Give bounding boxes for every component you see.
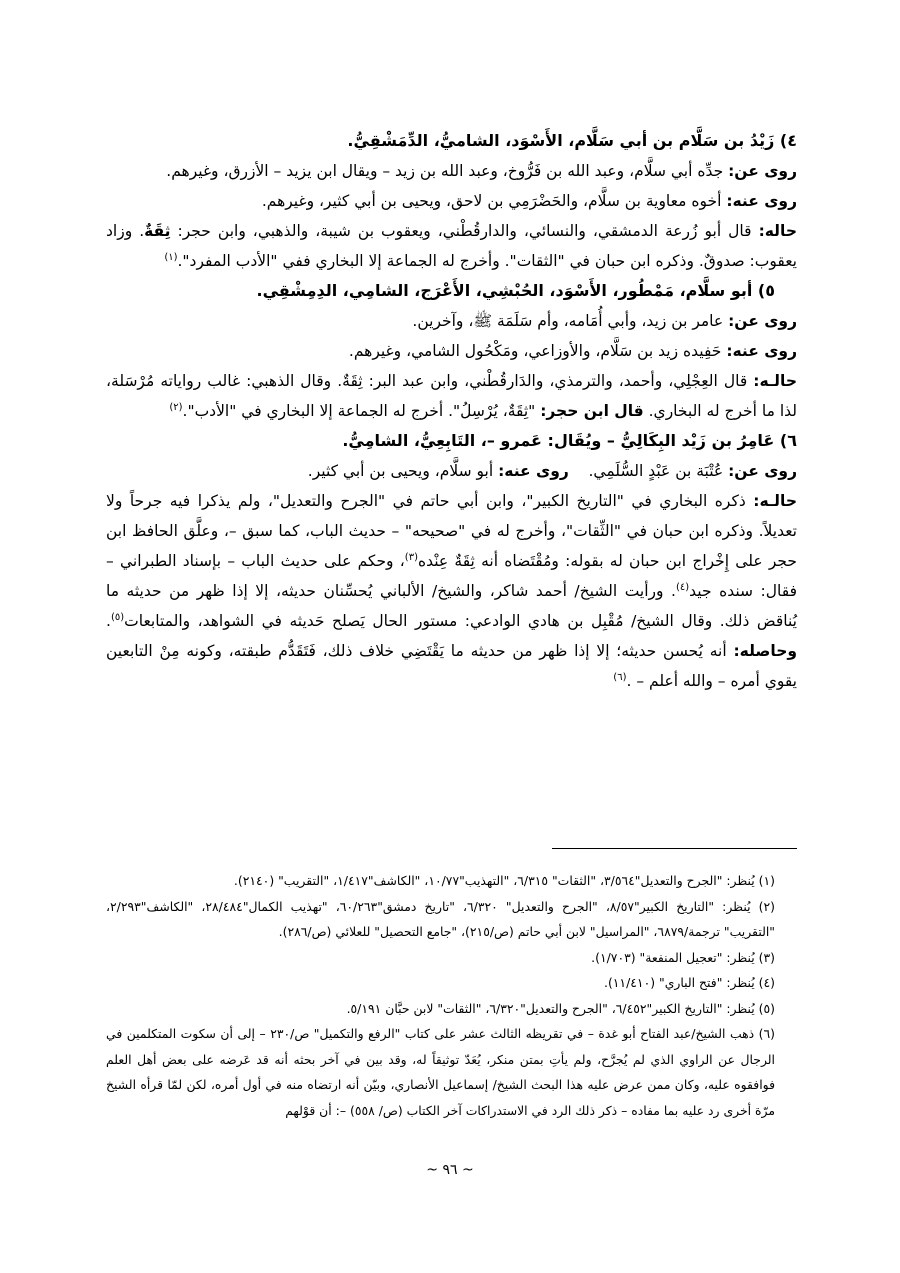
page-number: ~ ٩٦ ~ <box>426 1162 474 1178</box>
entry-heading: ٥) أبو سلَّام، مَمْطُور، الأَسْوَد، الحُبْشِي، الأَعْرَج، الشامِي، الدِمِشْقِي. <box>256 281 775 300</box>
haluhu: حالـه: ذكره البخاري في "التاريخ الكبير"، وابن أبي حاتم في "الجرح والتعديل"، ولم يذكرا فيه جرحاً ولا تعديلاً. وذكره ابن حبان في "الثِّقات"، وأخرج له في "صحيحه" – حديث الباب، كما سبق –، وعلَّق الحافظ ابن حجر على إِخْراج ابن حبان له بقوله: ومُقْتَضاه أنه ثِقَةٌ عِنْده$^{(٣)}$، وحكم على حديث الباب – بإسناد الطبراني – فقال: سنده جيد$^{(٤)}$. ورأيت الشيخ/ أحمد شاكر، والشيخ/ الألباني يُحسِّنان حديثه، إلا إذا ظهر من حديثه ما يُناقض ذلك. وقال الشيخ/ مُقْبِل بن هادي الوادعي: مستور الحال يَصلح حَديثه في الشواهد، والمتابعات$^{(٥)}$. وحاصله: أنه يُحسن حديثه؛ إلا إذا ظهر من حديثه ما يَقْتَضِي خلاف ذلك، فَتَقَدُّم طبقته، وكونه مِنْ التابعين يقوي أمره – والله أعلم – .$^{(٦)}$ <box>106 492 797 690</box>
footnote-separator <box>552 848 797 849</box>
footnotes <box>106 868 797 1123</box>
haluhu: حالـه: قال العِجْلِي، وأحمد، والترمذي، والدَارقُطْني، وابن عبد البر: ثِقَةٌ. وقال الذهبي: غالب رواياته مُرْسَلة، لذا ما أخرج له البخاري. قال ابن حجر: "ثِقَةٌ، يُرْسِلُ". أخرج له الجماعة إلا البخاري في "الأدب".$^{(٢)}$ <box>106 372 797 420</box>
entry-heading: ٦) عَامِرُ بن زَيْد البِكَالِيُّ – ويُقَال: عَمرو –، التَابِعِيُّ، الشامِيُّ. <box>342 431 797 450</box>
main-text <box>106 126 797 696</box>
footnote: (٤) يُنظر: "فتح الباري" (١١/٤١٠). <box>604 975 775 990</box>
rawa-anhu: روى عنه: أخوه معاوية بن سلَّام، والحَضْرَمِي بن لاحق، ويحيى بن أبي كثير، وغيرهم. <box>261 192 797 210</box>
footnote-ref: (٦) <box>613 671 627 683</box>
footnote: (٥) يُنظر: "التاريخ الكبير"٦/٤٥٢، "الجرح والتعديل"٦/٣٢٠، "الثقات" لابن حبَّان ٥/١٩١. <box>346 1000 775 1016</box>
rawa-anhu: روى عنه: حَفِيده زيد بن سَلَّام، والأوزاعي، ومَكْحُول الشامي، وغيرهم. <box>348 342 797 360</box>
haluhu: حاله: قال أبو زُرعة الدمشقي، والنسائي، والدارقُطْني، ويعقوب بن شيبة، والذهبي، وابن حجر: ثِقَةٌ. وزاد يعقوب: صدوقٌ. وذكره ابن حبان في "الثقات". وأخرج له الجماعة إلا البخاري ففي "الأدب المفرد".$^{(١)}$ <box>106 222 797 270</box>
entry-heading: ٤) زَيْدُ بن سَلَّام بن أبي سَلَّام، الأَسْوَد، الشاميُّ، الدِّمَشْقِيُّ. <box>347 131 797 150</box>
rawa-an: روى عن: جدِّه أبي سلَّام، وعبد الله بن فَرُّوخ، وعبد الله بن زيد – ويقال ابن يزيد – الأزرق، وغيرهم. <box>166 162 797 180</box>
footnote-ref: (٥) <box>110 611 125 623</box>
rawa-an-anhu: روى عن: عُتْبَة بن عَبْدٍ السُّلَمِي. روى عنه: أبو سلَّام، ويحيى بن أبي كثير. <box>307 462 797 480</box>
footnote: (٢) يُنظر: "التاريخ الكبير"٨/٥٧، "الجرح والتعديل" ٦/٣٢٠، "تاريخ دمشق"٦٠/٢٦٣، "تهذيب الكمال"٢٨/٤٨٤، "الكاشف"٢/٢٩٣، "التقريب" ترجمة/٦٨٧٩، "المراسيل" لابن أبي حاتم (ص/٢١٥)، "جامع التحصيل" للعلائي (ص/٢٨٦). <box>106 898 775 939</box>
footnote: (٦) ذهب الشيخ/عبد الفتاح أبو غدة – في تقريظه الثالث عشر على كتاب "الرفع والتكميل" ص/٢٣٠ – إلى أن سكوت المتكلمين في الرجال عن الراوي الذي لم يُجرَّح، ولم يأتِ بمتن منكر، يُعَدّ توثيقاً له، وقد بين في آخر بحثه أنه قد عَرضه على بعض أهل العلم فوافقوه عليه، وكان ممن عرض عليه هذا البحث الشيخ/ إسماعيل الأنصاري، وبيّن أنه ارتضاه منه في أول أمره، لكن لمّا قرأه الشيخ مرّة أخرى رد عليه بما مفاده – ذكر ذلك الرد في الاستدراكات آخر الكتاب (ص/ ٥٥٨) –: أن قوْلهم <box>106 1026 775 1118</box>
footnote-ref: (٢) <box>169 401 183 413</box>
footnote-ref: (٣) <box>404 551 418 563</box>
rawa-an: روى عن: عامر بن زيد، وأبي أُمَامه، وأم سَلَمَة ﷺ، وآخرين. <box>412 312 797 330</box>
footnote: (١) يُنظر: "الجرح والتعديل"٣/٥٦٤، "الثقات" ٦/٣١٥، "التهذيب"١٠/٧٧، "الكاشف"١/٤١٧، "التقريب" (٢١٤٠). <box>233 873 775 888</box>
footnote: (٣) يُنظر: "تعجيل المنفعة" (١/٧٠٣). <box>591 949 775 965</box>
footnote-ref: (١) <box>164 251 178 263</box>
footnote-ref: (٤) <box>675 581 690 593</box>
